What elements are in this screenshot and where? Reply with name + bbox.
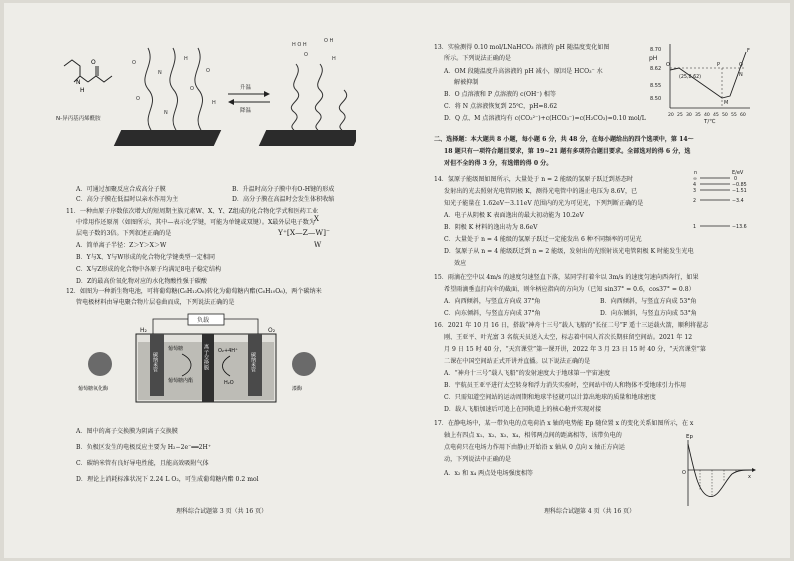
svg-text:O: O (304, 52, 308, 58)
q10-option-b: B．升温时高分子膜中有O-H键的形成 (232, 186, 335, 193)
q14-option-b: B．阴极 K 材料的逸出功为 8.6eV (444, 224, 538, 231)
q14-option-d: D．氢原子从 n = 4 能级跃迁到 n = 2 能级，发射出的光照射该光电管阴极 K 时能发生光电 (444, 248, 694, 255)
svg-text:O: O (190, 86, 194, 92)
o2-label: O₂ (268, 327, 276, 334)
left-cnt-label: 碳纳米管 (152, 352, 158, 372)
q15-option-d: D．向东倾斜，与竖直方向成 53°角 (600, 310, 697, 317)
q14-option-c: C．大量处于 n = 4 能级的氢原子跃迁一定能发出 6 种不同频率的可见光 (444, 236, 642, 243)
y-tick-862: 8.62 (650, 66, 662, 72)
polymer-membrane-figure (56, 34, 356, 184)
q17-line-2: 轴上有四点 x₁、x₂、x₃、x₄，相邻两点间的距离相等，该带负电的 (444, 432, 622, 439)
x-tick-55: 55 (731, 113, 737, 118)
q13-option-a-cont: 解被抑制 (454, 79, 479, 86)
q15-line-1: 15．雨滴在空中以 4m/s 的速度匀速竖直下落，某同学打着伞以 3m/s 的速度匀速向西奔行，如果 (434, 274, 699, 281)
q16-option-d: D．载人飞船加速后可追上在同轨道上的核心舱并实现对接 (444, 406, 602, 413)
q16-option-b: B．宇航员王亚平进行太空转身和浮力消失实验时，空间站中的人和物体不受地球引力作用 (444, 382, 687, 389)
t-axis-label: T/℃ (704, 119, 716, 124)
q12-option-d: D．理论上消耗标准状况下 2.24 L O₂，可生成葡萄糖内酯 0.2 mol (76, 476, 259, 483)
x-tick-20: 20 (668, 113, 674, 118)
bio-cell-diagram (78, 312, 328, 422)
q10-option-a: A．可通过加聚反应合成高分子膜 (76, 186, 166, 193)
ph-temperature-graph (646, 40, 756, 124)
level-n-1: 1 (693, 225, 697, 230)
q11-formula: Y⁺[X—Z—W]⁻ (278, 228, 330, 237)
label-p: P (717, 62, 721, 68)
q11-option-b: B．Y与X、Y与W形成的化合物化学键类型一定相同 (76, 254, 215, 261)
svg-text:O: O (132, 60, 136, 66)
y-tick-850: 8.50 (650, 96, 662, 102)
x-tick-40: 40 (704, 113, 710, 118)
ep-x-graph (680, 430, 756, 510)
svg-text:O H: O H (324, 38, 334, 44)
q11-line-3: 层电子数的3倍。下列叙述正确的是 (76, 230, 172, 237)
q13-option-d: D．Q 点、M 点溶液均有 c(CO₃²⁻)+c(HCO₃⁻)=c(H₂CO₃)=0.10 mol/L (444, 115, 646, 122)
q13-line-1: 13．实验测得 0.10 mol/LNaHCO₃ 溶液的 pH 随温度变化如图 (434, 44, 610, 51)
ep-axis-label: Ep (686, 434, 693, 440)
level-e-2: −3.4 (732, 199, 744, 204)
x-axis-label: x (748, 474, 751, 480)
svg-text:N: N (164, 110, 168, 116)
section2-line-3: 对但不全的得 3 分，有选错的得 0 分。 (444, 160, 553, 167)
svg-text:O: O (136, 96, 140, 102)
x-tick-50: 50 (722, 113, 728, 118)
q11-option-a: A．简单离子半径：Z＞Y＞X＞W (76, 242, 167, 249)
q12-option-c: C．碳纳米管有良好导电性能，且能高效吸附气体 (76, 460, 209, 467)
q13-option-b: B．O 点溶液和 P 点溶液的 c(OH⁻) 相等 (444, 91, 556, 98)
q10-option-c: C．高分子膜在低温时以亲水作用为主 (76, 196, 179, 203)
section2-line-2: 18 题只有一项符合题目要求，第 19~21 题有多项符合题目要求。全部选对的得 6 分，选 (444, 148, 691, 155)
q15-option-b: B．向西倾斜，与竖直方向成 53°角 (600, 298, 697, 305)
section2-line-1: 二、选择题：本大题共 8 小题，每小题 6 分，共 48 分，在每小题给出的四个选项中，第 14～ (434, 136, 694, 143)
q17-line-4: 动，下列说法中正确的是 (444, 456, 512, 463)
q12-line-2: 管电极材料由导电聚合物片层卷曲而成，下列说法正确的是 (76, 299, 235, 306)
level-n-2: 2 (693, 199, 697, 204)
svg-text:O: O (206, 68, 210, 74)
svg-text:N: N (76, 79, 81, 86)
arrow-heat-label: 升温 (240, 85, 252, 91)
level-e-4: −0.85 (732, 183, 747, 188)
svg-text:H O H: H O H (292, 42, 307, 48)
left-page-footer: 理科综合试题第 3 页（共 16 页） (176, 508, 268, 515)
x-tick-60: 60 (740, 113, 746, 118)
q12-option-b: B．负极区发生的电极反应主要为 H₂−2e⁻══2H⁺ (76, 444, 212, 451)
point-coord-label: (25,8.62) (679, 75, 702, 80)
q12-option-a: A．图中的离子交换膜为阴离子交换膜 (76, 428, 178, 435)
monomer-label: N-异丙基丙烯酰胺 (56, 116, 101, 122)
q13-option-a: A．OM 段随温度升高溶液的 pH 减小，原因是 HCO₃⁻ 水 (444, 68, 603, 75)
right-cnt-label: 碳纳米管 (250, 352, 256, 372)
svg-text:H: H (212, 100, 216, 106)
arrow-cool-label: 降温 (240, 108, 252, 114)
level-n-inf: ∞ (693, 177, 697, 182)
q16-line-3: 月 9 日 15 时 40 分，“天宫课堂”第一课开讲，2022 年 3 月 23 日 15 时 40 分，“天宫课堂”第 (444, 346, 706, 353)
q11-formula-top: X (314, 215, 319, 223)
origin-label: O (682, 470, 686, 476)
svg-text:H: H (332, 56, 336, 62)
water-label: H₂O (224, 380, 234, 386)
q16-line-1: 16．2021 年 10 月 16 日，搭载“神舟十三号”载人飞船的“长征二号”F 遥十三运载火箭，顺利将翟志 (434, 322, 709, 329)
levels-n-header: n (694, 170, 698, 176)
q14-option-a: A．电子从阴极 K 表面逸出的最大初动能为 10.2eV (444, 212, 584, 219)
x-tick-45: 45 (713, 113, 719, 118)
q17-option-a: A．x₂ 和 x₄ 两点处电场强度相等 (444, 470, 534, 477)
q14-line-3: 知光子能量在 1.62eV～3.11eV 范围内的光为可见光，下列判断正确的是 (444, 200, 644, 207)
q14-option-d-cont: 效应 (454, 260, 467, 267)
membrane-label: 离子交换膜 (203, 344, 209, 370)
y-tick-870: 8.70 (650, 47, 662, 53)
svg-text:N: N (158, 70, 162, 76)
svg-text:O: O (91, 59, 96, 66)
svg-text:H: H (80, 87, 85, 94)
label-o: O (666, 62, 670, 68)
o2-h-label: O₂+4H⁺ (218, 348, 238, 354)
energy-level-diagram (692, 168, 756, 234)
h2-label: H₂ (140, 327, 147, 334)
q15-option-a: A．向西倾斜，与竖直方向成 37°角 (444, 298, 541, 305)
q10-option-d: D．高分子膜在高温时会发生体积收缩 (232, 196, 335, 203)
load-label: 负载 (197, 317, 210, 324)
q16-option-a: A．“神舟十三号”载人飞船”的发射速度大于地球第一宇宙速度 (444, 370, 611, 377)
q11-formula-bottom: W (314, 241, 322, 249)
q11-option-d: D．Z的最高价氧化物对应的水化物酸性强于碳酸 (76, 278, 207, 285)
lactone-label: 葡萄糖内酯 (168, 378, 194, 384)
label-f: F (747, 48, 750, 54)
q11-option-c: C．X与Z形成的化合物中各原子均满足8电子稳定结构 (76, 266, 222, 273)
q14-line-1: 14．氢原子能级图如图所示，大量处于 n = 2 能级的氢原子跃迁到基态时 (434, 176, 634, 183)
q16-option-c: C．只需知道空间站的运动周期和地球半径就可以计算出地球的质量和地球密度 (444, 394, 656, 401)
q17-line-1: 17．在静电场中，某一带负电的点电荷沿 x 轴的电势能 Ep 随位置 x 的变化关系如图所示，在 x (434, 420, 694, 427)
svg-text:H: H (184, 56, 188, 62)
x-tick-30: 30 (686, 113, 692, 118)
label-n: N (739, 72, 743, 78)
q17-line-3: 点电荷只在电场力作用下由静止开始沿 x 轴从 0 点向 x 轴正方向运 (444, 444, 625, 451)
label-m: M (724, 100, 729, 106)
q15-option-c: C．向东倾斜，与竖直方向成 37°角 (444, 310, 541, 317)
level-n-3: 3 (693, 189, 697, 194)
q14-line-2: 发射出的光去照射光电管阴极 K，测得光电管中的遏止电压为 8.6V，已 (444, 188, 638, 195)
level-e-3: −1.51 (732, 189, 747, 194)
x-tick-35: 35 (695, 113, 701, 118)
glucose-label: 葡萄糖 (168, 346, 184, 352)
left-enzyme-label: 葡萄糖氧化酶 (78, 386, 109, 392)
q16-line-4: 二课在中国空间站正式开讲并直播。以下说法正确的是 (444, 358, 591, 365)
y-tick-855: 8.55 (650, 83, 662, 89)
level-e-1: −13.6 (732, 225, 747, 230)
level-e-inf: 0 (734, 177, 738, 182)
levels-e-header: E/eV (732, 170, 744, 176)
label-q: Q (739, 62, 743, 68)
q11-line-2: 中常用作还原剂（如图所示，其中—表示化学键，可能为单键或双键）。X最外层电子数为 (76, 219, 315, 226)
right-page-footer: 理科综合试题第 4 页（共 16 页） (544, 508, 636, 515)
q13-option-c: C．将 N 点溶液恢复到 25℃，pH=8.62 (444, 103, 558, 110)
right-enzyme-label: 漆酶 (292, 386, 303, 392)
q12-line-1: 12．如图为一种新生物电池，可将葡萄糖(C₆H₁₂O₆)转化为葡萄糖内酯(C₆H₁₀O₆)，两个碳纳米 (66, 288, 322, 295)
x-tick-25: 25 (677, 113, 683, 118)
level-n-4: 4 (693, 183, 697, 188)
q16-line-2: 刚、王亚平、叶光富 3 名航天员送入太空，标志着中国人首次长期驻留空间站。2021 年 12 (444, 334, 693, 341)
ph-axis-label: pH (649, 55, 658, 62)
q13-line-2: 所示。下列说法正确的是 (444, 55, 512, 62)
q15-line-2: 希望雨滴垂直打向伞的截面，则伞柄应指向的方向为（已知 sin37° = 0.6，cos37° = 0.8） (444, 286, 695, 293)
q11-line-1: 11．一种由原子序数依次增大的短周期主族元素W、X、Y、Z组成的化合物化学式和医药工业 (66, 208, 319, 215)
